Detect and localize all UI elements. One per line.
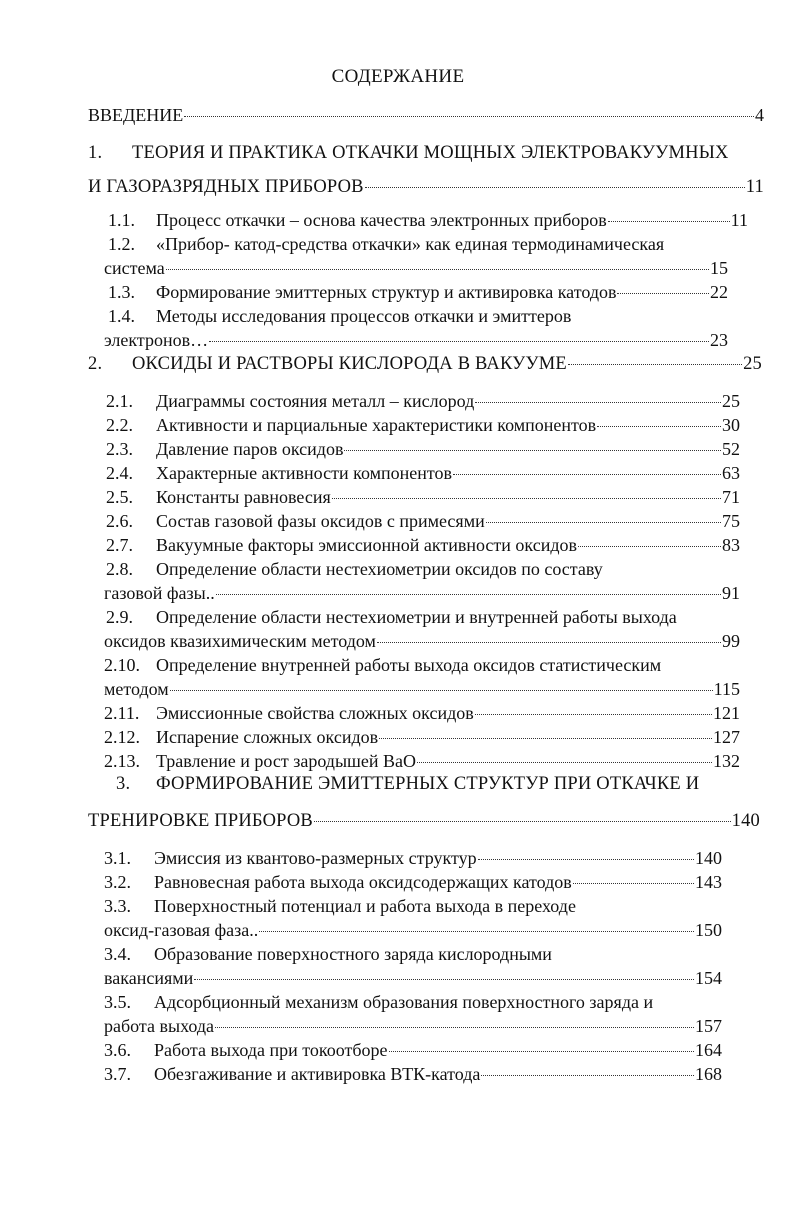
toc-page-number: 11 [730, 210, 748, 230]
toc-entry-text: «Прибор- катод-средства откачки» как единая термодинамическая [156, 234, 665, 254]
toc-entry-number: 2.6. [106, 511, 133, 531]
toc-entry-2-9-line1[interactable] [106, 606, 677, 628]
toc-entry-number: 3.6. [104, 1040, 131, 1060]
toc-page-number: 150 [695, 920, 722, 940]
toc-entry-text: Состав газовой фазы оксидов с примесями [156, 511, 485, 531]
toc-page-number: 25 [722, 391, 740, 411]
toc-page-number: 121 [713, 703, 740, 723]
leader-dots [166, 269, 709, 270]
toc-entry-text: Работа выхода при токоотборе [154, 1040, 388, 1060]
toc-page-number: 75 [722, 511, 740, 531]
toc-page-number: 71 [722, 487, 740, 507]
toc-entry-number: 3. [116, 774, 131, 794]
leader-dots [475, 402, 721, 403]
toc-chapter-3-line1[interactable] [116, 773, 699, 795]
toc-chapter-3-line2[interactable] [88, 810, 760, 832]
toc-entry-number: 2.12. [104, 727, 140, 747]
toc-entry-1-2-line2[interactable] [104, 257, 728, 279]
leader-dots [573, 883, 694, 884]
toc-entry-number: 2.13. [104, 751, 140, 771]
toc-entry-3-7[interactable] [104, 1063, 722, 1085]
toc-page-number: 168 [695, 1064, 722, 1084]
toc-entry-text: оксидов квазихимическим методом [104, 631, 376, 651]
toc-entry-number: 2.10. [104, 655, 140, 675]
toc-entry-3-5-line2[interactable] [104, 1015, 722, 1037]
toc-entry-text: работа выхода [104, 1016, 215, 1036]
toc-page-number: 22 [710, 282, 728, 302]
toc-entry-3-4-line2[interactable] [104, 967, 722, 989]
toc-entry-2-8-line2[interactable] [104, 582, 740, 604]
toc-entry-text: Вакуумные факторы эмиссионной активности оксидов [156, 535, 577, 555]
toc-entry-2-5[interactable] [106, 486, 740, 508]
leader-dots [486, 522, 721, 523]
toc-entry-text: Процесс откачки – основа качества электронных приборов [156, 210, 607, 230]
toc-entry-intro[interactable] [88, 104, 764, 126]
toc-entry-text: Обезгаживание и активировка ВТК-катода [154, 1064, 481, 1084]
toc-entry-1-4-line2[interactable] [104, 329, 728, 351]
toc-page-number: 132 [713, 751, 740, 771]
toc-entry-text: система [104, 258, 165, 278]
leader-dots [417, 762, 712, 763]
toc-entry-3-6[interactable] [104, 1039, 722, 1061]
leader-dots [389, 1051, 694, 1052]
toc-entry-number: 3.7. [104, 1064, 131, 1084]
toc-page-number: 4 [755, 105, 764, 125]
toc-entry-number: 1. [88, 143, 103, 163]
toc-entry-text: ТРЕНИРОВКЕ ПРИБОРОВ [88, 811, 313, 831]
toc-entry-1-2-line1[interactable] [108, 233, 664, 255]
toc-entry-1-4-line1[interactable] [108, 305, 571, 327]
toc-page-number: 91 [722, 583, 740, 603]
toc-entry-2-4[interactable] [106, 462, 740, 484]
leader-dots [314, 821, 731, 822]
toc-entry-text: Травление и рост зародышей BaO [156, 751, 417, 771]
toc-entry-number: 2.11. [104, 703, 140, 723]
toc-entry-text: электронов… [104, 330, 209, 350]
toc-entry-1-3[interactable] [108, 281, 728, 303]
leader-dots [608, 221, 730, 222]
leader-dots [170, 690, 713, 691]
toc-entry-text: вакансиями [104, 968, 194, 988]
toc-entry-2-7[interactable] [106, 534, 740, 556]
toc-entry-text: Давление паров оксидов [156, 439, 344, 459]
toc-entry-3-4-line1[interactable] [104, 943, 552, 965]
toc-entry-2-8-line1[interactable] [106, 558, 603, 580]
leader-dots [453, 474, 721, 475]
toc-entry-2-9-line2[interactable] [104, 630, 740, 652]
toc-entry-number: 2.2. [106, 415, 133, 435]
toc-page-number: 164 [695, 1040, 722, 1060]
toc-chapter-1-line2[interactable] [88, 176, 764, 198]
toc-entry-number: 1.4. [108, 306, 135, 326]
toc-entry-2-1[interactable] [106, 390, 740, 412]
toc-page-number: 83 [722, 535, 740, 555]
toc-entry-text: Поверхностный потенциал и работа выхода в переходе [154, 896, 576, 916]
leader-dots [215, 1027, 694, 1028]
toc-page-number: 115 [713, 679, 740, 699]
toc-chapter-2[interactable] [88, 353, 762, 375]
toc-page-number: 140 [695, 848, 722, 868]
toc-entry-text: Константы равновесия [156, 487, 331, 507]
leader-dots [475, 714, 712, 715]
toc-entry-3-5-line1[interactable] [104, 991, 653, 1013]
toc-entry-text: Определение области нестехиометрии оксидов по составу [156, 559, 603, 579]
toc-entry-text: Диаграммы состояния металл – кислород [156, 391, 475, 411]
toc-page-number: 143 [695, 872, 722, 892]
page-title: СОДЕРЖАНИЕ [331, 66, 465, 87]
leader-dots [597, 426, 721, 427]
toc-page-number: 11 [745, 177, 764, 197]
toc-entry-text: оксид-газовая фаза.. [104, 920, 259, 940]
toc-page-number: 154 [695, 968, 722, 988]
toc-entry-text: Характерные активности компонентов [156, 463, 453, 483]
toc-page-number: 52 [722, 439, 740, 459]
toc-entry-2-3[interactable] [106, 438, 740, 460]
toc-entry-number: 3.5. [104, 992, 131, 1012]
leader-dots [377, 642, 721, 643]
toc-entry-number: 3.3. [104, 896, 131, 916]
toc-entry-number: 2.7. [106, 535, 133, 555]
toc-entry-number: 3.1. [104, 848, 131, 868]
toc-page-number: 140 [731, 811, 760, 831]
leader-dots [259, 931, 694, 932]
toc-entry-2-10-line1[interactable] [104, 654, 661, 676]
toc-entry-text: Адсорбционный механизм образования поверхностного заряда и [154, 992, 654, 1012]
toc-entry-text: Активности и парциальные характеристики компонентов [156, 415, 597, 435]
leader-dots [365, 187, 745, 188]
toc-entry-number: 2.1. [106, 391, 133, 411]
toc-entry-text: газовой фазы.. [104, 583, 215, 603]
toc-entry-number: 2. [88, 354, 103, 374]
leader-dots [568, 364, 742, 365]
toc-entry-text: ФОРМИРОВАНИЕ ЭМИТТЕРНЫХ СТРУКТУР ПРИ ОТКАЧКЕ И [156, 774, 700, 794]
toc-entry-text: И ГАЗОРАЗРЯДНЫХ ПРИБОРОВ [88, 177, 364, 197]
leader-dots [617, 293, 709, 294]
leader-dots [184, 116, 754, 117]
toc-entry-text: Эмиссия из квантово-размерных структур [154, 848, 477, 868]
toc-entry-text: Равновесная работа выхода оксидсодержащих катодов [154, 872, 572, 892]
toc-page-number: 15 [710, 258, 728, 278]
toc-page-number: 25 [743, 354, 762, 374]
leader-dots [194, 979, 694, 980]
toc-entry-number: 3.2. [104, 872, 131, 892]
toc-entry-text: ТЕОРИЯ И ПРАКТИКА ОТКАЧКИ МОЩНЫХ ЭЛЕКТРОВАКУУМНЫХ [132, 143, 729, 163]
toc-entry-text: Определение области нестехиометрии и внутренней работы выхода [156, 607, 677, 627]
toc-entry-3-1[interactable] [104, 847, 722, 869]
toc-entry-text: Формирование эмиттерных структур и активировка катодов [156, 282, 617, 302]
toc-chapter-1-line1[interactable] [88, 142, 729, 164]
toc-entry-2-13[interactable] [104, 750, 740, 772]
leader-dots [481, 1075, 694, 1076]
toc-entry-number: 3.4. [104, 944, 131, 964]
toc-entry-number: 2.5. [106, 487, 133, 507]
leader-dots [344, 450, 721, 451]
toc-entry-2-6[interactable] [106, 510, 740, 532]
toc-entry-3-3-line1[interactable] [104, 895, 576, 917]
toc-entry-1-1[interactable] [108, 209, 748, 231]
leader-dots [332, 498, 721, 499]
toc-entry-number: 2.4. [106, 463, 133, 483]
toc-entry-text: ОКСИДЫ И РАСТВОРЫ КИСЛОРОДА В ВАКУУМЕ [132, 354, 567, 374]
toc-entry-text: Образование поверхностного заряда кислородными [154, 944, 552, 964]
toc-entry-2-10-line2[interactable] [104, 678, 740, 700]
toc-entry-2-2[interactable] [106, 414, 740, 436]
toc-entry-2-12[interactable] [104, 726, 740, 748]
toc-entry-3-3-line2[interactable] [104, 919, 722, 941]
toc-entry-number: 2.3. [106, 439, 133, 459]
toc-entry-2-11[interactable] [104, 702, 740, 724]
toc-entry-number: 1.2. [108, 234, 135, 254]
toc-entry-number: 2.8. [106, 559, 133, 579]
leader-dots [216, 594, 721, 595]
toc-page-number: 157 [695, 1016, 722, 1036]
leader-dots [209, 341, 709, 342]
toc-page-number: 63 [722, 463, 740, 483]
toc-entry-text: Определение внутренней работы выхода оксидов статистическим [156, 655, 662, 675]
toc-entry-text: Методы исследования процессов откачки и эмиттеров [156, 306, 572, 326]
leader-dots [379, 738, 712, 739]
toc-page-number: 127 [713, 727, 740, 747]
toc-page-number: 30 [722, 415, 740, 435]
toc-entry-number: 1.1. [108, 210, 135, 230]
toc-entry-text: Испарение сложных оксидов [156, 727, 379, 747]
toc-entry-text: Эмиссионные свойства сложных оксидов [156, 703, 474, 723]
toc-entry-text: методом [104, 679, 169, 699]
toc-page-number: 99 [722, 631, 740, 651]
toc-entry-3-2[interactable] [104, 871, 722, 893]
leader-dots [478, 859, 694, 860]
toc-entry-number: 2.9. [106, 607, 133, 627]
toc-entry-text: ВВЕДЕНИЕ [88, 105, 184, 125]
toc-entry-number: 1.3. [108, 282, 135, 302]
toc-page-number: 23 [710, 330, 728, 350]
leader-dots [578, 546, 721, 547]
